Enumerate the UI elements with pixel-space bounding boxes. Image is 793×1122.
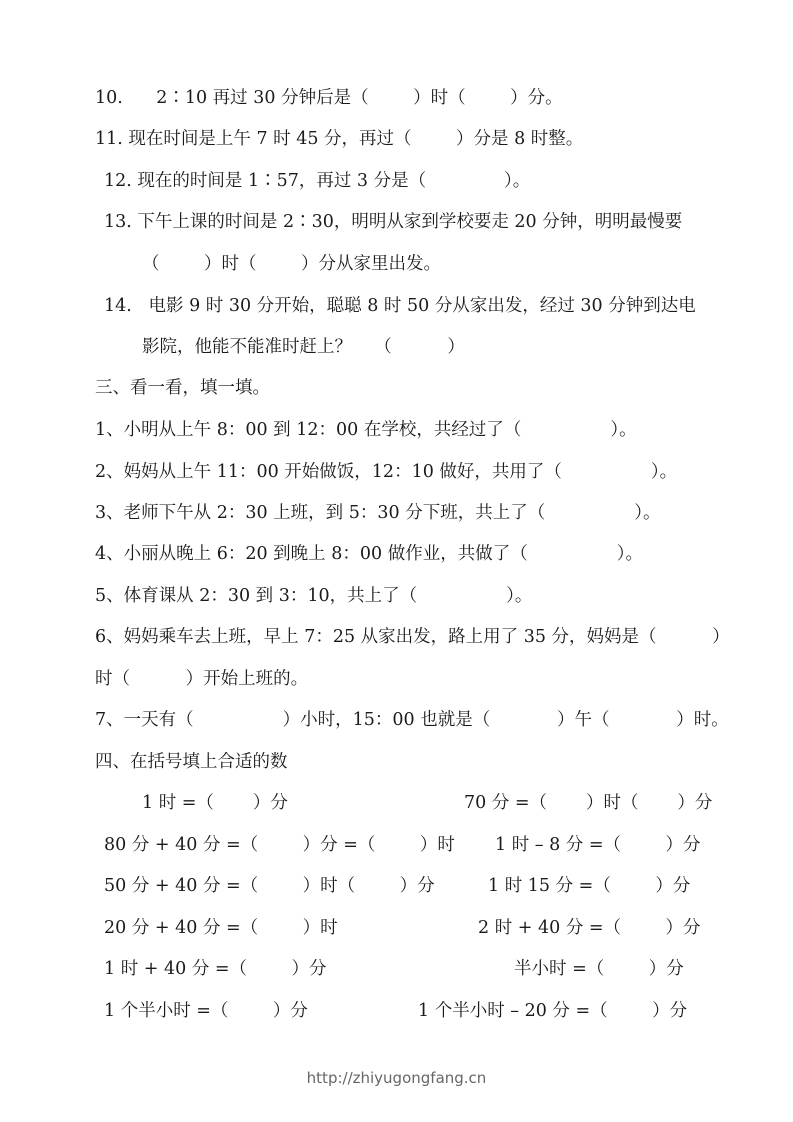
section-3-item: 3、老师下午从 2：30 上班，到 5：30 分下班，共上了（ ）。 [95, 503, 661, 523]
conversion-left-1: 1 时 =（ ）分 [142, 793, 288, 813]
section-3-item: 6、妈妈乘车去上班，早上 7：25 从家出发，路上用了 35 分，妈妈是（ ） [95, 627, 730, 647]
footer-url: http://zhiyugongfang.cn [306, 1069, 487, 1087]
conversion-right-6: 1 个半小时 – 20 分 =（ ）分 [418, 1001, 688, 1021]
question-14-line-1: 14. 电影 9 时 30 分开始，聪聪 8 时 50 分从家出发，经过 30 分钟到达电 [104, 296, 696, 316]
section-3-item: 1、小明从上午 8：00 到 12：00 在学校，共经过了（ ）。 [95, 420, 637, 440]
section-3-item-continued: 时（ ）开始上班的。 [95, 669, 309, 689]
conversion-left-5: 1 时 + 40 分 =（ ）分 [104, 959, 327, 979]
conversion-right-1: 70 分 =（ ）时（ ）分 [464, 793, 713, 813]
conversion-left-2: 80 分 + 40 分 =（ ）分 =（ ）时 [104, 835, 455, 855]
conversion-right-3: 1 时 15 分 =（ ）分 [488, 876, 691, 896]
conversion-right-5: 半小时 =（ ）分 [514, 959, 684, 979]
question-14-line-2: 影院，他能不能准时赶上？ （ ） [142, 337, 465, 357]
conversion-left-6: 1 个半小时 =（ ）分 [104, 1001, 308, 1021]
section-3-item: 4、小丽从晚上 6：20 到晚上 8：00 做作业，共做了（ ）。 [95, 544, 643, 564]
section-3-title: 三、看一看，填一填。 [95, 378, 270, 398]
section-3-item: 5、体育课从 2：30 到 3：10，共上了（ ）。 [95, 586, 533, 606]
section-3-item: 7、一天有（ ）小时，15：00 也就是（ ）午（ ）时。 [95, 710, 729, 730]
conversion-left-4: 20 分 + 40 分 =（ ）时 [104, 918, 338, 938]
conversion-right-4: 2 时 + 40 分 =（ ）分 [478, 918, 701, 938]
question-13-line-2: （ ）时（ ）分从家里出发。 [142, 254, 442, 274]
section-4-title: 四、在括号填上合适的数 [95, 752, 288, 772]
question-11: 11. 现在时间是上午 7 时 45 分，再过（ ）分是 8 时整。 [95, 129, 584, 149]
question-10: 10. 2∶10 再过 30 分钟后是（ ）时（ ）分。 [95, 88, 563, 108]
question-12: 12. 现在的时间是 1∶57，再过 3 分是（ ）。 [104, 171, 531, 191]
section-3-item: 2、妈妈从上午 11：00 开始做饭，12：10 做好，共用了（ ）。 [95, 462, 678, 482]
conversion-right-2: 1 时 – 8 分 =（ ）分 [495, 835, 701, 855]
question-13-line-1: 13. 下午上课的时间是 2∶30，明明从家到学校要走 20 分钟，明明最慢要 [104, 212, 683, 232]
conversion-left-3: 50 分 + 40 分 =（ ）时（ ）分 [104, 876, 435, 896]
